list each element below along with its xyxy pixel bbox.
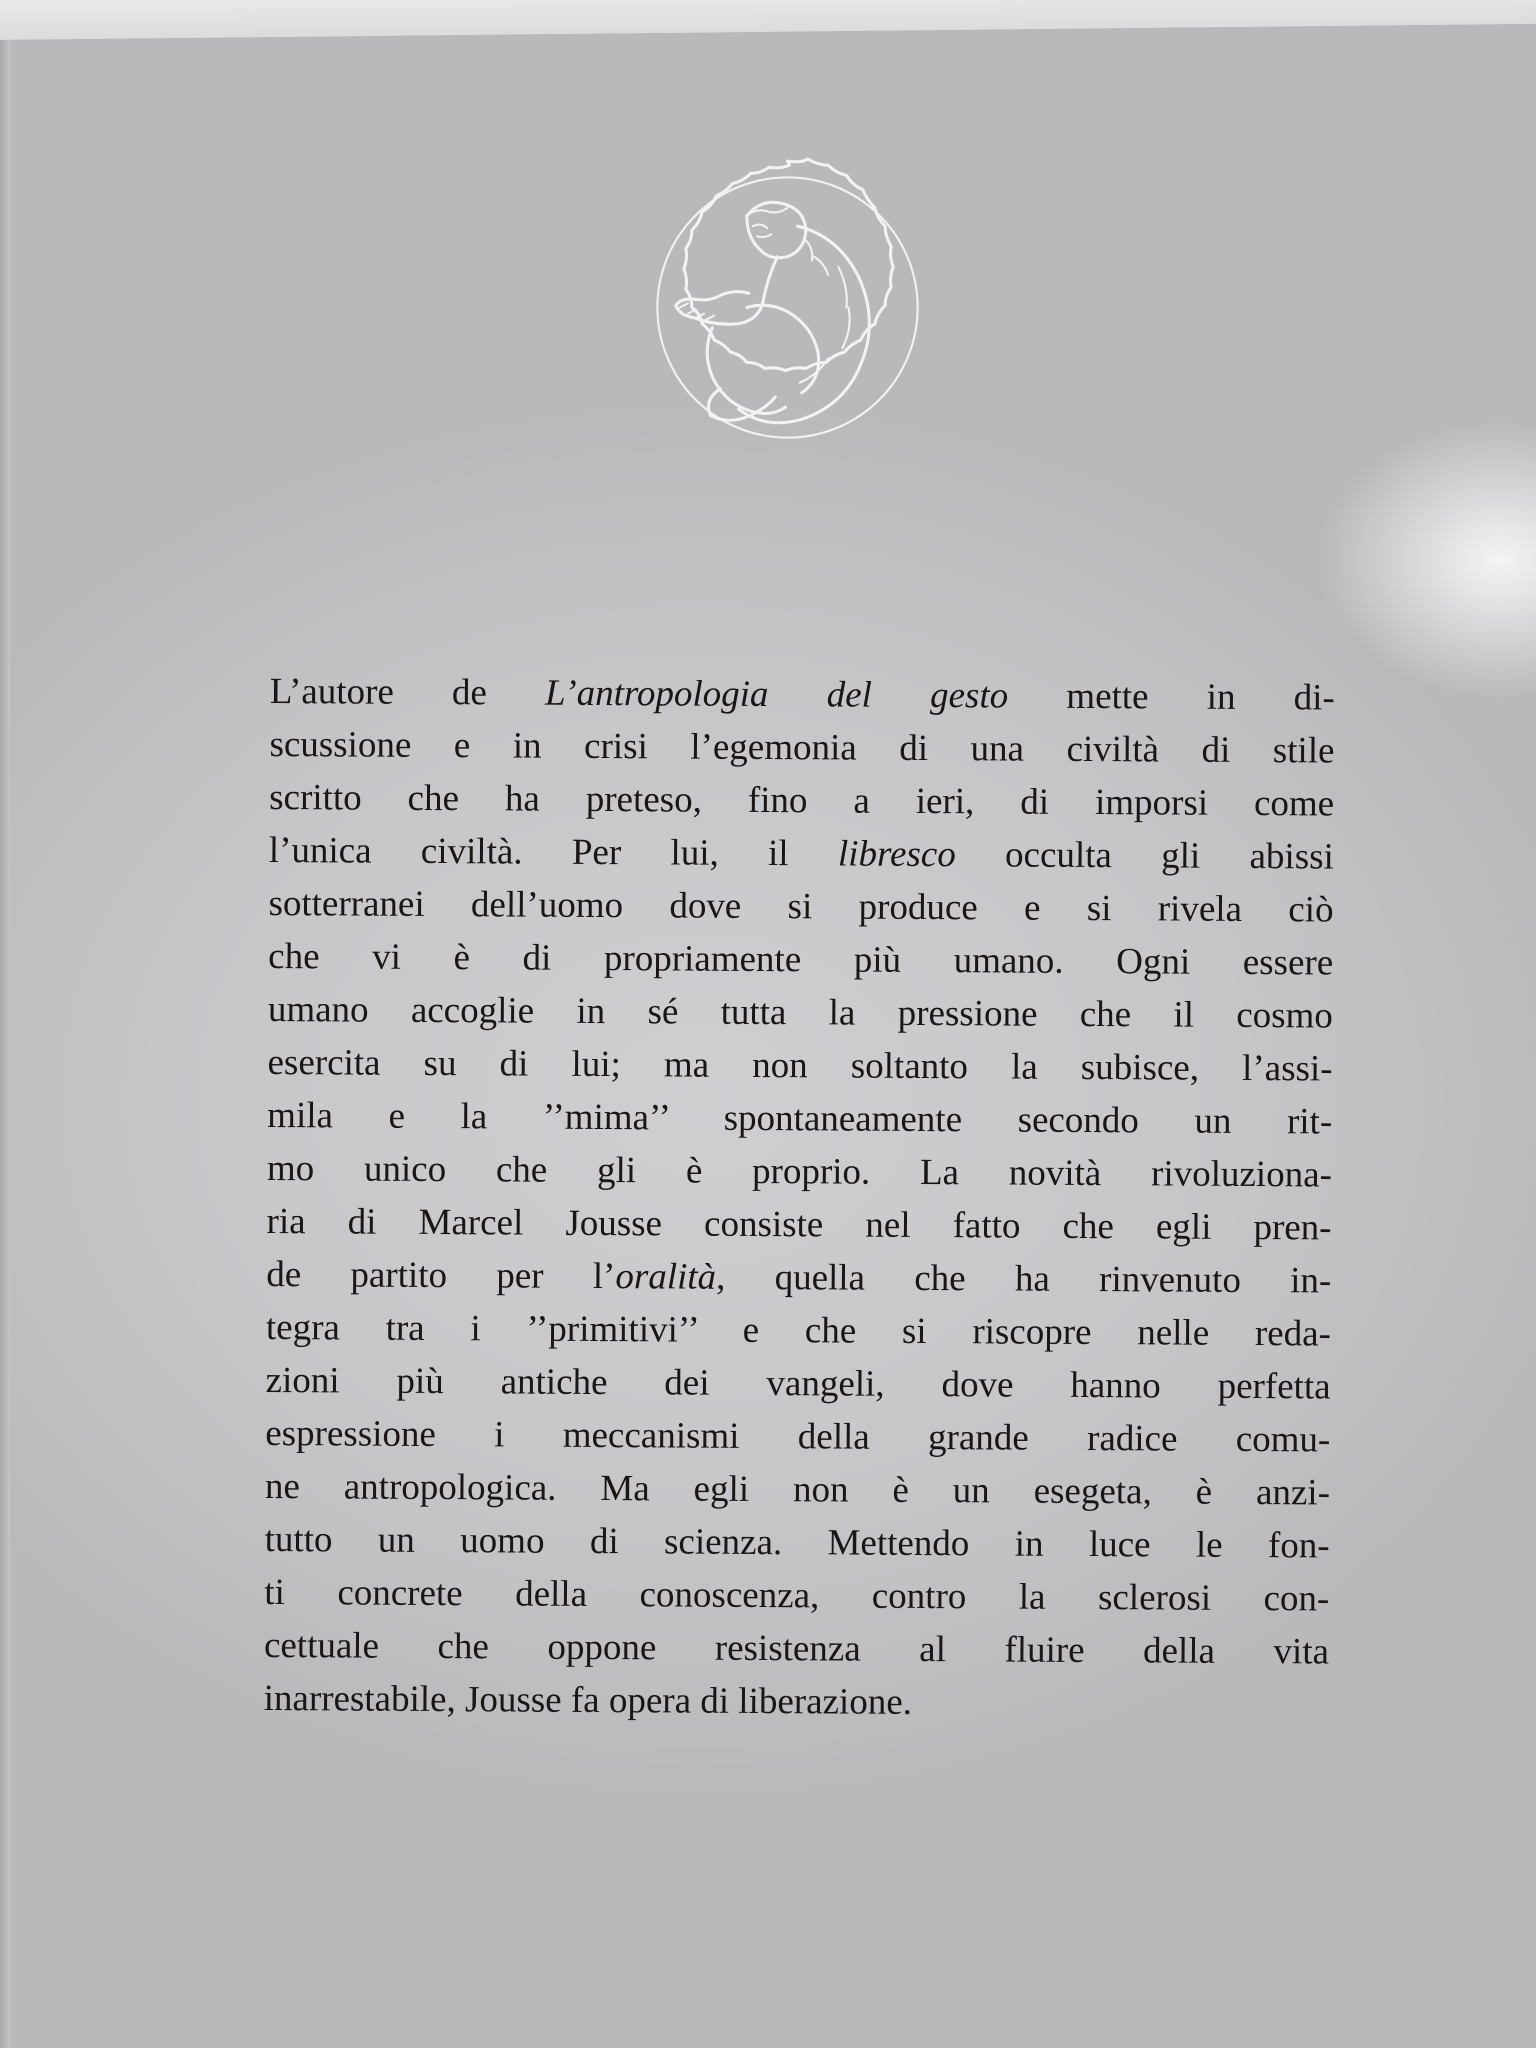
blurb-text-segment: tutto un uomo di scienza. Mettendo in luce le fon- bbox=[264, 1518, 1330, 1567]
cover-top-edge bbox=[0, 0, 1536, 41]
blurb-text-segment: L’autore de bbox=[269, 670, 546, 714]
seated-figure-emblem-icon bbox=[635, 155, 940, 460]
blurb-italic-title: L’antropologia del gesto bbox=[544, 672, 1009, 717]
blurb-line bbox=[266, 1301, 1331, 1361]
blurb-line bbox=[265, 1354, 1330, 1414]
blurb-line bbox=[269, 771, 1334, 831]
blurb-text-segment: l’unica civiltà. Per lui, il bbox=[268, 829, 839, 875]
blurb-text-segment: sotterranei dell’uomo dove si produce e si rivela ciò bbox=[268, 882, 1334, 931]
blurb-line bbox=[269, 718, 1334, 778]
blurb-text-segment: inarrestabile, Jousse fa opera di liberazione. bbox=[263, 1677, 913, 1723]
blurb-text-segment: esercita su di lui; ma non soltanto la subisce, l’assi- bbox=[267, 1041, 1333, 1090]
blurb-line bbox=[265, 1460, 1330, 1520]
blurb-line bbox=[264, 1672, 1329, 1732]
blurb-text-segment: scritto che ha preteso, fino a ieri, di imporsi come bbox=[269, 776, 1335, 825]
blurb-text-segment: umano accoglie in sé tutta la pressione che il cosmo bbox=[267, 988, 1334, 1037]
blurb-line bbox=[266, 1248, 1331, 1308]
blurb-text-segment: ria di Marcel Jousse consiste nel fatto che egli pren- bbox=[266, 1200, 1332, 1249]
blurb-italic-title: libresco bbox=[837, 833, 956, 876]
blurb-line bbox=[269, 824, 1334, 884]
blurb-line bbox=[267, 1142, 1332, 1202]
blurb-line bbox=[268, 983, 1333, 1043]
blurb-line bbox=[267, 1089, 1332, 1149]
blurb-text-segment: espressione i meccanismi della grande radice comu- bbox=[265, 1412, 1331, 1461]
blurb-text-segment: scussione e in crisi l’egemonia di una civiltà di stile bbox=[269, 723, 1335, 772]
blurb-text-segment: che vi è di propriamente più umano. Ogni essere bbox=[268, 935, 1334, 984]
blurb-line bbox=[268, 930, 1333, 990]
blurb-line bbox=[264, 1566, 1329, 1626]
blurb-line bbox=[264, 1513, 1329, 1573]
blurb-text-segment: ti concrete della conoscenza, contro la sclerosi con- bbox=[264, 1571, 1330, 1620]
blurb-line bbox=[268, 877, 1333, 937]
blurb-text-segment: zioni più antiche dei vangeli, dove hanno perfetta bbox=[265, 1359, 1331, 1408]
blurb-line bbox=[266, 1195, 1331, 1255]
blurb-text-segment: mila e la ’’mima’’ spontaneamente secondo un rit- bbox=[267, 1094, 1333, 1143]
blurb-text-segment: mette in di- bbox=[1008, 675, 1335, 719]
blurb-line bbox=[264, 1619, 1329, 1679]
blurb-line bbox=[270, 665, 1335, 725]
blurb-text-segment: de partito per l’ bbox=[266, 1253, 616, 1298]
blurb-text bbox=[264, 665, 1335, 1731]
blurb-line bbox=[267, 1036, 1332, 1096]
blurb-italic-title: oralità bbox=[615, 1256, 717, 1298]
blurb-line bbox=[265, 1407, 1330, 1467]
blurb-text-segment: ne antropologica. Ma egli non è un esegeta, è anzi- bbox=[264, 1465, 1331, 1514]
blurb-text-segment: cettuale che oppone resistenza al fluire della vita bbox=[263, 1624, 1330, 1673]
blurb-text-segment: tegra tra i ’’primitivi’’ e che si riscopre nelle reda- bbox=[265, 1306, 1332, 1355]
blurb-text-segment: occulta gli abissi bbox=[955, 834, 1334, 878]
blurb-text-segment: , quella che ha rinvenuto in- bbox=[716, 1256, 1332, 1302]
blurb-text-segment: mo unico che gli è proprio. La novità rivoluziona- bbox=[266, 1147, 1333, 1196]
cover-left-edge bbox=[0, 40, 10, 2048]
